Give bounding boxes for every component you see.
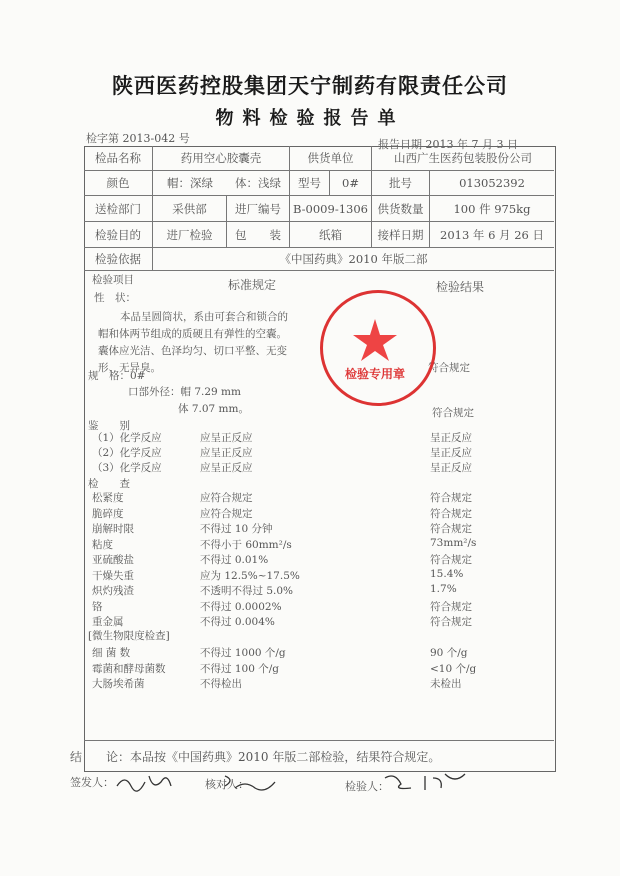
issuer-label: 签发人： [70, 776, 114, 789]
spec-label: 规 格：0# [88, 370, 146, 382]
check-std: 不得过 10 分钟 [200, 523, 273, 535]
checker-label: 核对人： [205, 778, 249, 791]
dept-label: 送检部门 [84, 196, 153, 222]
check-label: 检 查 [88, 478, 130, 490]
micro-std: 不得过 1000 个/g [200, 647, 286, 659]
name-value: 药用空心胶囊壳 [153, 146, 290, 171]
check-item: 铬 [92, 600, 103, 613]
check-res: 1.7% [430, 583, 457, 595]
entry-no-label: 进厂编号 [227, 196, 290, 222]
batch-value: 013052392 [430, 171, 554, 196]
batch-label: 批号 [372, 171, 430, 196]
check-res: 符合规定 [430, 492, 472, 504]
micro-item: 霉菌和酵母菌数 [92, 662, 166, 675]
ident-std: 应呈正反应 [200, 432, 253, 444]
micro-item: 大肠埃希菌 [92, 678, 145, 690]
qty-label: 供货数量 [372, 196, 430, 222]
ident-item: （1）化学反应 [92, 432, 162, 444]
check-item: 干燥失重 [92, 569, 134, 582]
ident-item: （3）化学反应 [92, 462, 162, 474]
col-result-header: 检验结果 [436, 280, 485, 294]
stamp-label: 检验专用章 [344, 367, 405, 381]
ident-item: （2）化学反应 [92, 447, 162, 459]
model-value: 0# [330, 171, 372, 196]
appearance-label: 性 状： [94, 292, 136, 304]
conclusion: 结 论：本品按《中国药典》2010 年版二部检验，结果符合规定。 [70, 750, 441, 764]
inspector-label: 检验人： [345, 780, 389, 793]
micro-res: 未检出 [430, 678, 462, 690]
ident-std: 应呈正反应 [200, 447, 253, 459]
company-name: 陕西医药控股集团天宁制药有限责任公司 [112, 73, 508, 98]
dept-value: 采供部 [153, 196, 227, 222]
check-res: 符合规定 [430, 600, 472, 613]
name-label: 检品名称 [84, 146, 153, 171]
ident-label: 鉴 别 [88, 420, 130, 432]
sample-date-label: 接样日期 [372, 222, 430, 248]
check-item: 炽灼残渣 [92, 585, 134, 597]
micro-label: [微生物限度检查] [88, 630, 170, 642]
report-title: 物料检验报告单 [215, 108, 405, 129]
appearance-line: 囊体应光洁、色泽均匀、切口平整、无变 [98, 345, 287, 357]
ident-res: 呈正反应 [430, 462, 472, 474]
ident-std: 应呈正反应 [200, 462, 253, 474]
purpose-label: 检验目的 [84, 222, 153, 248]
check-std: 不透明不得过 5.0% [200, 585, 294, 597]
check-std: 不得小于 60mm²/s [200, 538, 292, 551]
col-item-header: 检验项目 [92, 274, 134, 286]
micro-std: 不得检出 [200, 678, 242, 690]
supplier-value: 山西广生医药包装股份公司 [372, 146, 554, 171]
check-std: 应符合规定 [200, 507, 253, 520]
handwritten-signatures [115, 768, 595, 798]
check-item: 松紧度 [92, 492, 124, 504]
check-std: 不得过 0.004% [200, 616, 275, 628]
col-standard-header: 标准规定 [228, 278, 277, 292]
check-res: 符合规定 [430, 507, 472, 520]
conclusion-divider [84, 740, 554, 741]
appearance-line: 帽和体两节组成的质硬且有弹性的空囊。 [98, 328, 287, 340]
check-std: 应符合规定 [200, 492, 253, 504]
check-std: 不得过 0.01% [200, 554, 269, 566]
appearance-line: 形、无异臭。 [98, 362, 161, 374]
ident-res: 呈正反应 [430, 447, 472, 459]
pack-label: 包 装 [227, 222, 290, 248]
micro-res: <10 个/g [430, 662, 477, 675]
check-res: 符合规定 [430, 523, 472, 535]
entry-no-value: B-0009-1306 [290, 196, 372, 222]
check-item: 亚硫酸盐 [92, 554, 134, 566]
check-res: 符合规定 [430, 616, 472, 628]
supplier-label: 供货单位 [290, 146, 372, 171]
spec-body: 体 7.07 mm。 [178, 403, 249, 415]
basis-value: 《中国药典》2010 年版二部 [153, 248, 554, 271]
basis-label: 检验依据 [84, 248, 153, 271]
report-date: 报告日期 2013 年 7 月 3 日 [378, 138, 518, 151]
doc-number: 检字第 2013-042 号 [86, 132, 190, 145]
check-item: 崩解时限 [92, 523, 134, 535]
cap-color: 帽：深绿 [153, 171, 227, 196]
purpose-value: 进厂检验 [153, 222, 227, 248]
appearance-result: 符合规定 [428, 362, 470, 374]
micro-std: 不得过 100 个/g [200, 662, 279, 675]
check-item: 粘度 [92, 538, 113, 551]
micro-item: 细 菌 数 [92, 647, 131, 659]
qty-value: 100 件 975kg [430, 196, 554, 222]
ident-res: 呈正反应 [430, 432, 472, 444]
check-std: 应为 12.5%~17.5% [200, 569, 300, 582]
appearance-line: 本品呈圆筒状，系由可套合和锁合的 [120, 311, 288, 323]
check-item: 重金属 [92, 616, 124, 628]
model-label: 型号 [290, 171, 330, 196]
spec-diameter: 口部外径：帽 7.29 mm [128, 386, 241, 398]
check-res: 符合规定 [430, 554, 472, 566]
check-item: 脆碎度 [92, 507, 124, 520]
sample-date-value: 2013 年 6 月 26 日 [430, 222, 554, 248]
check-res: 73mm²/s [430, 536, 477, 549]
check-std: 不得过 0.0002% [200, 600, 282, 613]
micro-res: 90 个/g [430, 647, 468, 659]
body-color: 体：浅绿 [227, 171, 290, 196]
check-res: 15.4% [430, 567, 464, 580]
inspection-stamp [320, 290, 436, 406]
spec-result: 符合规定 [432, 407, 474, 419]
pack-value: 纸箱 [290, 222, 372, 248]
color-label: 颜色 [84, 171, 153, 196]
